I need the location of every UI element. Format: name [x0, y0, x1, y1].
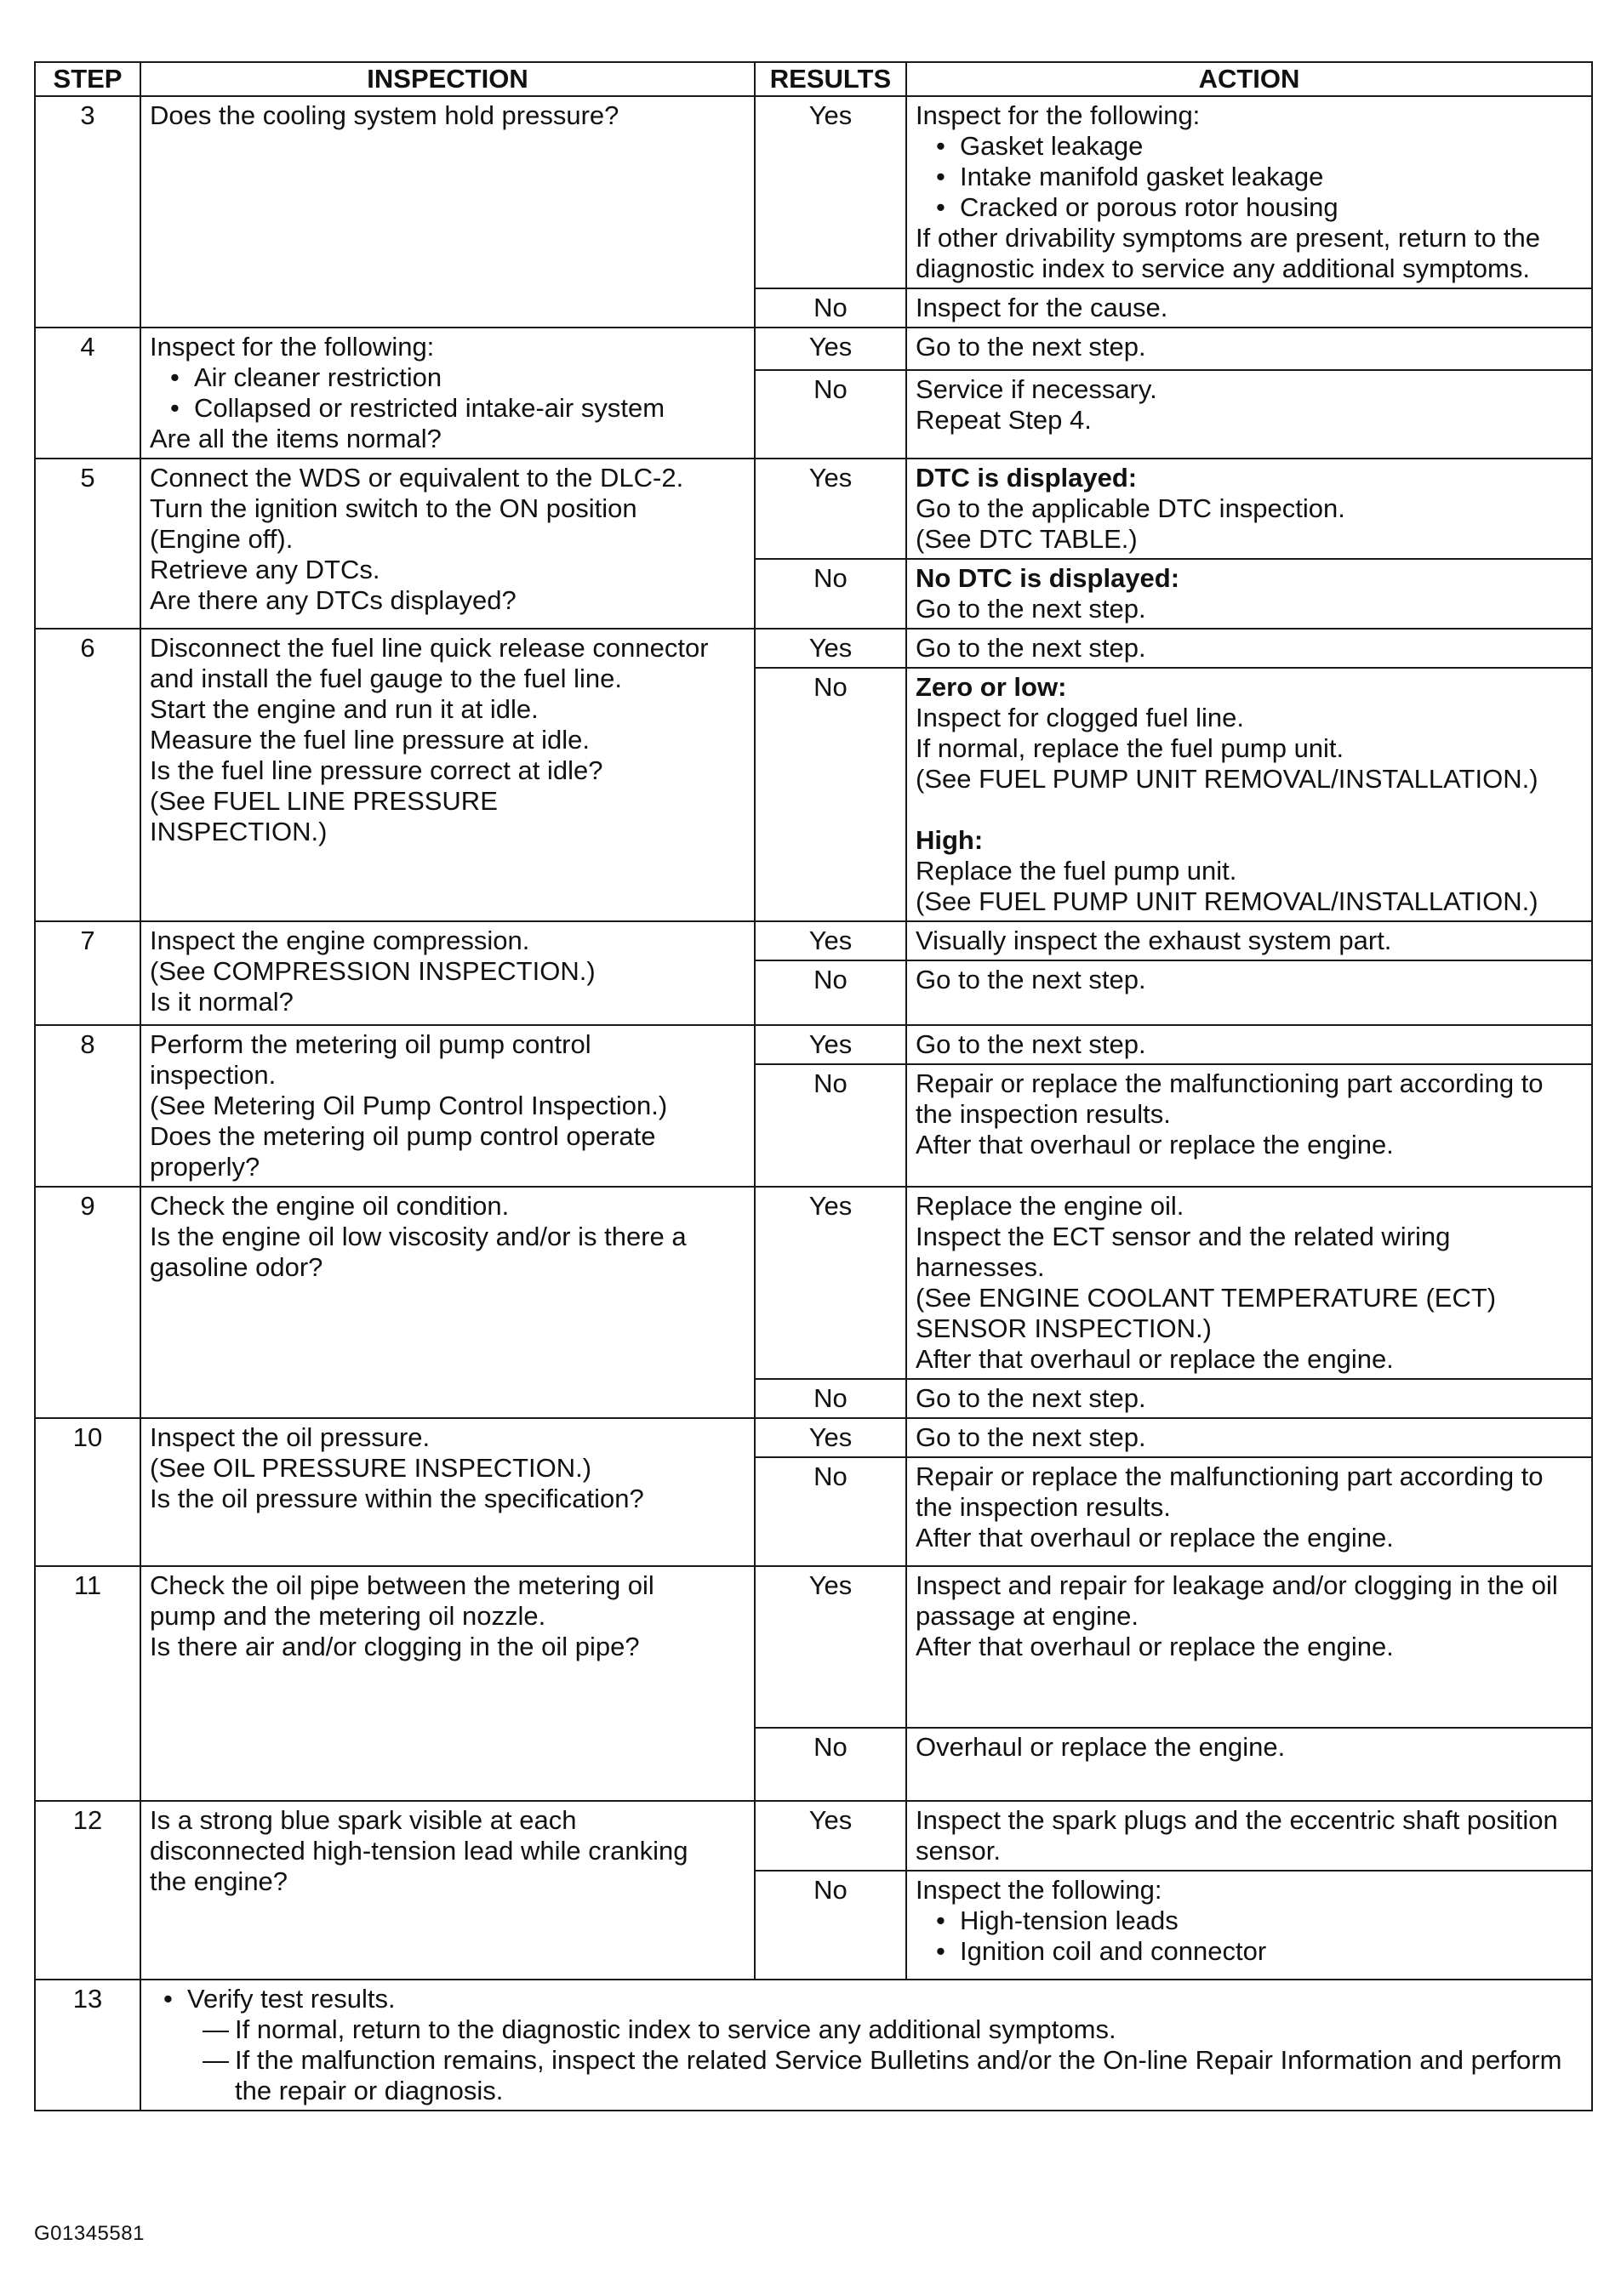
- result-cell: Yes: [755, 1566, 906, 1728]
- header-step: STEP: [35, 62, 140, 96]
- text-line: Is a strong blue spark visible at each: [150, 1805, 577, 1835]
- result-cell: Yes: [755, 96, 906, 288]
- text-line: Check the engine oil condition.: [150, 1191, 510, 1221]
- table-row: [35, 1025, 1592, 1064]
- text-line: Go to the next step.: [916, 633, 1146, 663]
- text-line: Go to the next step.: [916, 965, 1146, 994]
- bullet-item: • Ignition coil and connector: [916, 1936, 1583, 1967]
- text-line: Inspect and repair for leakage and/or clogging in the oil: [916, 1570, 1558, 1600]
- result-cell: Yes: [755, 1418, 906, 1457]
- text-line: Measure the fuel line pressure at idle.: [150, 725, 590, 755]
- text-line: Start the engine and run it at idle.: [150, 694, 539, 724]
- text-line: (See FUEL LINE PRESSURE: [150, 786, 498, 816]
- text-line: Is the fuel line pressure correct at idle?: [150, 755, 603, 785]
- inspection-cell: [140, 1025, 755, 1187]
- header-results: RESULTS: [755, 62, 906, 96]
- inspection-cell: [140, 1566, 755, 1801]
- result-cell: Yes: [755, 459, 906, 559]
- text-line: gasoline odor?: [150, 1252, 323, 1282]
- step-number: 4: [35, 328, 140, 459]
- text-line: Go to the next step.: [916, 332, 1146, 362]
- action-cell: [906, 459, 1592, 559]
- figure-code: G01345581: [34, 2222, 145, 2245]
- result-cell: No: [755, 559, 906, 629]
- diagnostic-document: [34, 61, 1591, 2111]
- table-row: [35, 1418, 1592, 1457]
- step-number: 11: [35, 1566, 140, 1801]
- step-number: 9: [35, 1187, 140, 1418]
- table-row: [35, 921, 1592, 960]
- inspection-cell: [140, 328, 755, 459]
- text-line: Service if necessary.: [916, 373, 1157, 404]
- text-line: Inspect for clogged fuel line.: [916, 703, 1245, 732]
- step-number: 6: [35, 629, 140, 921]
- action-cell: [906, 370, 1592, 459]
- bullet-item: • Collapsed or restricted intake-air system: [150, 393, 745, 424]
- result-cell: No: [755, 288, 906, 328]
- bullet-item: • High-tension leads: [916, 1906, 1583, 1936]
- table-row: [35, 96, 1592, 288]
- action-cell: [906, 559, 1592, 629]
- text-line: the engine?: [150, 1866, 288, 1896]
- action-cell: [906, 328, 1592, 370]
- action-cell: [906, 1379, 1592, 1418]
- table-row: [35, 328, 1592, 370]
- step-number: 10: [35, 1418, 140, 1566]
- text-line: Repair or replace the malfunctioning part according to: [916, 1461, 1544, 1491]
- action-cell: [906, 1457, 1592, 1566]
- sub-item: — If normal, return to the diagnostic index to service any additional symptoms.: [150, 2014, 1583, 2045]
- header-action: ACTION: [906, 62, 1592, 96]
- table-row: [35, 1566, 1592, 1728]
- text-line: Inspect the following:: [916, 1875, 1162, 1905]
- inspection-cell: [140, 96, 755, 328]
- text-line: Inspect for the following:: [150, 332, 435, 362]
- action-heading: Zero or low:: [916, 672, 1067, 702]
- text-line: sensor.: [916, 1836, 1001, 1866]
- text-line: Is there air and/or clogging in the oil pipe?: [150, 1632, 640, 1661]
- text-line: passage at engine.: [916, 1601, 1139, 1631]
- text-line: Is the engine oil low viscosity and/or is there a: [150, 1222, 687, 1251]
- inspection-cell: [140, 1187, 755, 1418]
- text-line: (See FUEL PUMP UNIT REMOVAL/INSTALLATION.): [916, 886, 1538, 916]
- bullet-item: • Air cleaner restriction: [150, 362, 745, 393]
- sub-item: — If the malfunction remains, inspect the related Service Bulletins and/or the On-line Repair Information and perform the repair or diagnosis.: [150, 2045, 1583, 2106]
- result-cell: No: [755, 1064, 906, 1187]
- result-cell: No: [755, 960, 906, 1025]
- text-line: pump and the metering oil nozzle.: [150, 1601, 546, 1631]
- text-line: (See FUEL PUMP UNIT REMOVAL/INSTALLATION.): [916, 764, 1538, 794]
- text-line: Replace the engine oil.: [916, 1191, 1184, 1221]
- text-line: (Engine off).: [150, 524, 294, 554]
- text-line: (See COMPRESSION INSPECTION.): [150, 956, 596, 986]
- action-cell: [906, 1187, 1592, 1379]
- action-cell: [906, 288, 1592, 328]
- step-number: 8: [35, 1025, 140, 1187]
- step-number: 3: [35, 96, 140, 328]
- header-row: [35, 62, 1592, 96]
- text-line: Go to the next step.: [916, 1029, 1146, 1059]
- text-line: (See OIL PRESSURE INSPECTION.): [150, 1453, 592, 1483]
- result-cell: No: [755, 1728, 906, 1801]
- action-cell: [906, 629, 1592, 668]
- text-line: diagnostic index to service any additional symptoms.: [916, 254, 1530, 283]
- inspection-cell: [140, 921, 755, 1025]
- diagnostic-table: [34, 61, 1593, 2111]
- inspection-cell: [140, 1418, 755, 1566]
- text-line: (See ENGINE COOLANT TEMPERATURE (ECT): [916, 1283, 1497, 1313]
- table-row: [35, 459, 1592, 559]
- text-line: (See Metering Oil Pump Control Inspection.): [150, 1091, 668, 1120]
- action-cell: [906, 1801, 1592, 1871]
- result-cell: No: [755, 1457, 906, 1566]
- result-cell: Yes: [755, 921, 906, 960]
- bullet-item: • Intake manifold gasket leakage: [916, 162, 1583, 192]
- text-line: Perform the metering oil pump control: [150, 1029, 591, 1059]
- text-line: Replace the fuel pump unit.: [916, 856, 1237, 886]
- text-line: After that overhaul or replace the engine.: [916, 1344, 1394, 1374]
- bullet-item: • Cracked or porous rotor housing: [916, 192, 1583, 223]
- result-cell: No: [755, 668, 906, 921]
- result-cell: No: [755, 1379, 906, 1418]
- result-cell: No: [755, 370, 906, 459]
- table-body: [35, 96, 1592, 2111]
- text-line: SENSOR INSPECTION.): [916, 1313, 1212, 1343]
- result-cell: Yes: [755, 1025, 906, 1064]
- result-cell: No: [755, 1871, 906, 1980]
- result-cell: Yes: [755, 1801, 906, 1871]
- step-number: 13: [35, 1980, 140, 2111]
- text-line: Are there any DTCs displayed?: [150, 585, 517, 615]
- result-cell: Yes: [755, 629, 906, 668]
- result-cell: Yes: [755, 1187, 906, 1379]
- text-line: properly?: [150, 1152, 260, 1182]
- action-cell: [906, 1566, 1592, 1728]
- text-line: INSPECTION.): [150, 817, 328, 846]
- table-row: [35, 1187, 1592, 1379]
- text-line: harnesses.: [916, 1252, 1045, 1282]
- text-line: Turn the ignition switch to the ON position: [150, 493, 637, 523]
- action-cell: [906, 1064, 1592, 1187]
- text-line: Visually inspect the exhaust system part.: [916, 926, 1392, 955]
- text-line: Inspect the engine compression.: [150, 926, 530, 955]
- action-heading: DTC is displayed:: [916, 463, 1138, 493]
- text-line: and install the fuel gauge to the fuel line.: [150, 664, 622, 693]
- text-line: Repeat Step 4.: [916, 404, 1092, 435]
- text-line: inspection.: [150, 1060, 277, 1090]
- text-line: Overhaul or replace the engine.: [916, 1732, 1286, 1762]
- text-line: After that overhaul or replace the engine.: [916, 1130, 1394, 1160]
- action-cell: [906, 960, 1592, 1025]
- step-number: 7: [35, 921, 140, 1025]
- inspection-cell: [140, 459, 755, 629]
- action-heading: High:: [916, 825, 984, 855]
- action-cell: [906, 1871, 1592, 1980]
- text-line: Inspect the ECT sensor and the related wiring: [916, 1222, 1451, 1251]
- table-row: [35, 629, 1592, 668]
- text-line: (See DTC TABLE.): [916, 524, 1138, 554]
- text-line: the inspection results.: [916, 1099, 1171, 1130]
- table-row-final: [35, 1980, 1592, 2111]
- text-line: Disconnect the fuel line quick release connector: [150, 633, 709, 663]
- result-cell: Yes: [755, 328, 906, 370]
- inspection-cell: [140, 1801, 755, 1980]
- text-line: Is the oil pressure within the specification?: [150, 1484, 644, 1513]
- text-line: Retrieve any DTCs.: [150, 555, 380, 584]
- text-line: If normal, replace the fuel pump unit.: [916, 733, 1344, 763]
- text-line: Inspect the oil pressure.: [150, 1422, 431, 1452]
- text-line: Inspect the spark plugs and the eccentric shaft position: [916, 1805, 1558, 1835]
- action-heading: No DTC is displayed:: [916, 563, 1180, 593]
- final-step-cell: [140, 1980, 1592, 2111]
- header-inspection: INSPECTION: [140, 62, 755, 96]
- text-line: Go to the next step.: [916, 594, 1146, 624]
- action-cell: [906, 1728, 1592, 1801]
- text-line: Does the metering oil pump control operate: [150, 1121, 656, 1151]
- text-line: the inspection results.: [916, 1492, 1171, 1522]
- text-line: Inspect for the cause.: [916, 293, 1168, 322]
- action-cell: [906, 668, 1592, 921]
- action-cell: [906, 1025, 1592, 1064]
- action-cell: [906, 1418, 1592, 1457]
- step-number: 12: [35, 1801, 140, 1980]
- bullet-item: • Verify test results.: [150, 1984, 1583, 2014]
- text-line: Is it normal?: [150, 987, 294, 1017]
- text-line: Go to the applicable DTC inspection.: [916, 493, 1345, 523]
- text-line: disconnected high-tension lead while cranking: [150, 1836, 688, 1866]
- inspection-cell: [140, 629, 755, 921]
- text-line: After that overhaul or replace the engine.: [916, 1523, 1394, 1553]
- text-line: After that overhaul or replace the engine.: [916, 1632, 1394, 1661]
- text-line: Connect the WDS or equivalent to the DLC-2.: [150, 463, 684, 493]
- table-row: [35, 1801, 1592, 1871]
- text-line: Does the cooling system hold pressure?: [150, 100, 619, 130]
- blank-line: [916, 795, 1583, 825]
- bullet-item: • Gasket leakage: [916, 131, 1583, 162]
- text-line: Go to the next step.: [916, 1383, 1146, 1413]
- text-line: If other drivability symptoms are present, return to the: [916, 223, 1540, 253]
- action-cell: [906, 921, 1592, 960]
- text-line: Repair or replace the malfunctioning part according to: [916, 1068, 1544, 1099]
- text-line: Check the oil pipe between the metering oil: [150, 1570, 654, 1600]
- action-cell: [906, 96, 1592, 288]
- text-line: Go to the next step.: [916, 1422, 1146, 1452]
- step-number: 5: [35, 459, 140, 629]
- text-line: Inspect for the following:: [916, 100, 1201, 130]
- text-line: Are all the items normal?: [150, 424, 442, 453]
